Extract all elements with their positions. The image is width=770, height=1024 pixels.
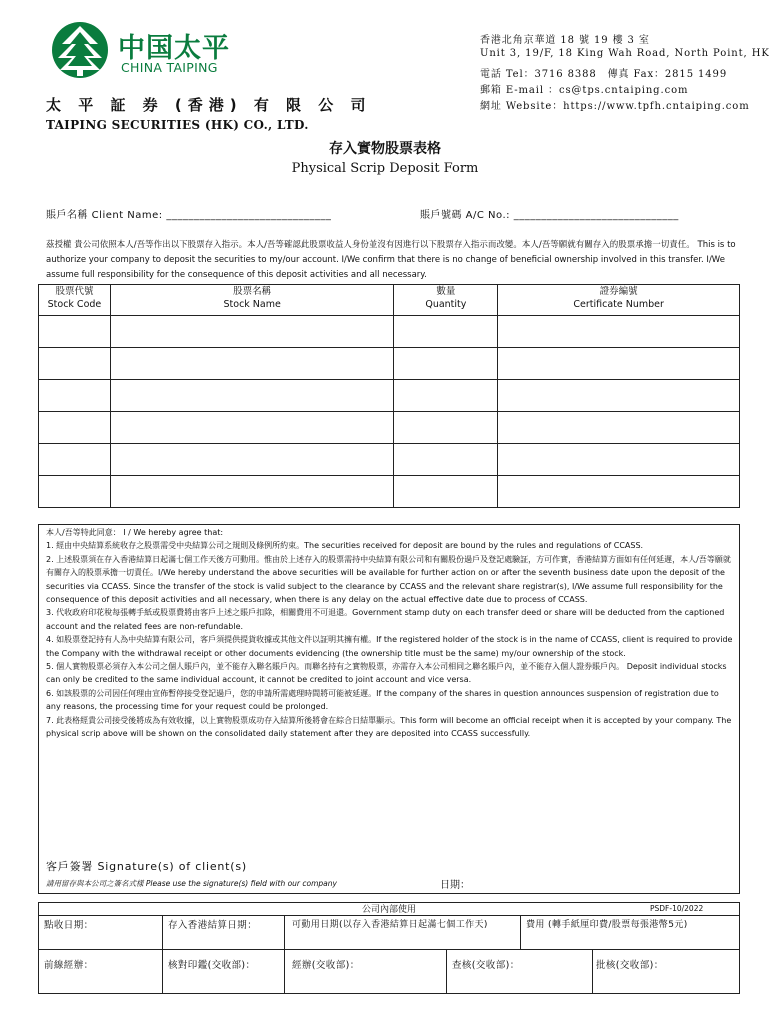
stock-code-cell[interactable] bbox=[39, 444, 111, 476]
stock-code-cell[interactable] bbox=[39, 380, 111, 412]
agreement-intro: 本人/吾等特此同意： I / We hereby agree that: bbox=[46, 528, 224, 537]
agreement-item: 4. 如股票登記持有人為中央結算有限公司，客戶須提供提貨收據或其他文件以証明其擁有權。If the registered holder of the stock is in the name of CCASS, client is required to provide the Company with the withdrawal receipt or other documents evidencing (the ownership title must be the same) my/our ownership of the stock. bbox=[46, 635, 733, 658]
agreement-terms bbox=[46, 526, 736, 741]
settlement-checker-field[interactable]: 查核(交收部)： bbox=[452, 960, 520, 971]
table-row[interactable] bbox=[39, 316, 740, 348]
form-title-english: Physical Scrip Deposit Form bbox=[291, 161, 479, 176]
stock-code-cell[interactable] bbox=[39, 412, 111, 444]
quantity-cell[interactable] bbox=[394, 380, 498, 412]
fee-field[interactable]: 費用 (轉手紙厘印費/股票每張港幣5元) bbox=[526, 920, 688, 930]
available-date-field[interactable]: 可動用日期(以存入香港結算日起滿七個工作天) bbox=[292, 920, 488, 930]
certificate-number-cell[interactable] bbox=[498, 444, 740, 476]
stock-name-cell[interactable] bbox=[110, 444, 394, 476]
stock-code-cell[interactable] bbox=[39, 348, 111, 380]
column-stock-code: 股票代號 Stock Code bbox=[39, 285, 111, 316]
certificate-number-cell[interactable] bbox=[498, 380, 740, 412]
stock-name-cell[interactable] bbox=[110, 316, 394, 348]
quantity-cell[interactable] bbox=[394, 348, 498, 380]
address-english: Unit 3, 19/F, 18 King Wah Road, North Point, HK bbox=[480, 48, 770, 59]
signature-verification-field[interactable]: 核對印鑑(交收部)： bbox=[168, 960, 256, 971]
agreement-item: 2. 上述股票須在存入香港結算日起滿七個工作天後方可動用。惟由於上述存入的股票需持中央結算有限公司和有關股份過戶及登記處驗証，方可作實，香港結算方面如有任何延遲，本人/吾等願就有關存入的股票承擔一切責任。I/We hereby understand the above securities will be available for further action on or after the seventh business date upon the deposit of the securities via CCASS. Since the transfer of the stock is valid subject to the clearance by CCASS and the relevant share registrar(s), I/We assume full responsibility for the consequence of this deposit activities and all necessary, when there is any delay on the actual effective date due to process of CCASS. bbox=[46, 554, 731, 605]
quantity-cell[interactable] bbox=[394, 316, 498, 348]
authorization-statement: 茲授權 貴公司依照本人/吾等作出以下股票存入指示。本人/吾等確認此股票收益人身份並沒有因進行以下股票存入指示而改變。本人/吾等願就有關存入的股票承擔一切責任。 This is to authorize your company to deposit the securities to my/our account. I/We confirm that there is no change of beneficial ownership involved in this transfer. I/We assume full responsibility for the consequence of this deposit activities and all necessary. bbox=[46, 240, 736, 280]
company-name-english: TAIPING SECURITIES (HK) CO., LTD. bbox=[46, 118, 309, 132]
divider bbox=[446, 949, 447, 993]
divider bbox=[592, 949, 593, 993]
agreement-item: 6. 如該股票的公司因任何理由宣佈暫停接受登記過戶，您的申請所需處理時間將可能被延遲。If the company of the shares in question announces suspension of registration due to any reasons, the processing time for your request could be prolonged. bbox=[46, 688, 719, 712]
table-row[interactable] bbox=[39, 476, 740, 508]
quantity-cell[interactable] bbox=[394, 444, 498, 476]
agreement-item: 5. 個人實物股票必須存入本公司之個人賬戶內，並不能存入聯名賬戶內。而聯名持有之實物股票，亦需存入本公司相同之聯名賬戶內，並不能存入個人證券賬戶內。 Deposit individual stocks can only be credited to the same individual account, it cannot be credited to joint account and vice versa. bbox=[46, 662, 727, 685]
certificate-number-cell[interactable] bbox=[498, 348, 740, 380]
logo-english-text: CHINA TAIPING bbox=[121, 60, 218, 75]
stock-code-cell[interactable] bbox=[39, 476, 111, 508]
signature-label[interactable]: 客戶簽署 Signature(s) of client(s) bbox=[46, 860, 247, 873]
stock-name-cell[interactable] bbox=[110, 476, 394, 508]
signature-note: 請用留存與本公司之簽名式樣 Please use the signature(s) field with our company bbox=[46, 879, 337, 888]
agreement-item: 7. 此表格經貴公司接受後將成為有效收據，以上實物股票成功存入結算所後將會在綜合日結單顯示。This form will become an official receipt when it is accepted by your company. The physical scrip above will be shown on the consolidated daily statement after they are deposited into CCASS successfully. bbox=[46, 715, 732, 739]
address-chinese: 香港北角京華道 18 號 19 樓 3 室 bbox=[480, 35, 650, 46]
divider bbox=[38, 949, 740, 950]
stock-name-cell[interactable] bbox=[110, 412, 394, 444]
ccass-deposit-date-field[interactable]: 存入香港結算日期： bbox=[168, 920, 258, 931]
table-row[interactable] bbox=[39, 444, 740, 476]
account-number-field[interactable]: 賬戶號碼 A/C No.: ______________________________ bbox=[420, 210, 679, 221]
company-name-chinese: 太 平 証 券 (香港) 有 限 公 司 bbox=[46, 96, 372, 114]
client-name-field[interactable]: 賬戶名稱 Client Name: ______________________________ bbox=[46, 210, 332, 221]
divider bbox=[284, 915, 285, 993]
email: 郵箱 E-mail ：cs@tps.cntaiping.com bbox=[480, 85, 689, 96]
quantity-cell[interactable] bbox=[394, 476, 498, 508]
column-quantity: 數量 Quantity bbox=[394, 285, 498, 316]
website: 網址 Website：https://www.tpfh.cntaiping.com bbox=[480, 101, 750, 112]
pine-tree-logo-icon bbox=[50, 20, 120, 82]
front-line-handler-field[interactable]: 前線經辦： bbox=[44, 960, 94, 971]
settlement-handler-field[interactable]: 經辦(交收部)： bbox=[292, 960, 360, 971]
stock-code-cell[interactable] bbox=[39, 316, 111, 348]
quantity-cell[interactable] bbox=[394, 412, 498, 444]
table-row[interactable] bbox=[39, 412, 740, 444]
divider bbox=[162, 915, 163, 993]
table-row[interactable] bbox=[39, 380, 740, 412]
stock-table bbox=[38, 284, 740, 508]
agreement-item: 1. 經由中央結算系統收存之股票需受中央結算公司之規則及條例所約束。The securities received for deposit are bound by the rules and regulations of CCASS. bbox=[46, 541, 644, 551]
certificate-number-cell[interactable] bbox=[498, 316, 740, 348]
receipt-date-field[interactable]: 點收日期： bbox=[44, 920, 94, 931]
logo-chinese-text: 中国太平 bbox=[118, 33, 230, 64]
stock-name-cell[interactable] bbox=[110, 380, 394, 412]
divider bbox=[38, 915, 740, 916]
form-title-chinese: 存入實物股票表格 bbox=[329, 141, 441, 157]
stock-table-header bbox=[39, 285, 740, 316]
table-row[interactable] bbox=[39, 348, 740, 380]
settlement-approver-field[interactable]: 批核(交收部)： bbox=[596, 960, 664, 971]
form-code: PSDF-10/2022 bbox=[650, 904, 704, 913]
divider bbox=[520, 915, 521, 949]
phone-fax: 電話 Tel：3716 8388 傳真 Fax：2815 1499 bbox=[480, 69, 728, 80]
certificate-number-cell[interactable] bbox=[498, 476, 740, 508]
date-label[interactable]: 日期： bbox=[440, 880, 470, 891]
stock-name-cell[interactable] bbox=[110, 348, 394, 380]
internal-use-header: 公司內部使用 bbox=[361, 905, 416, 915]
column-stock-name: 股票名稱 Stock Name bbox=[110, 285, 394, 316]
column-certificate-number: 證券編號 Certificate Number bbox=[498, 285, 740, 316]
certificate-number-cell[interactable] bbox=[498, 412, 740, 444]
agreement-item: 3. 代收政府印花稅每張轉手紙或股票費將由客戶上述之賬戶扣除，相關費用不可退還。Government stamp duty on each transfer deed or share will be deducted from the captioned account and the related fees are non-refundable. bbox=[46, 608, 725, 631]
